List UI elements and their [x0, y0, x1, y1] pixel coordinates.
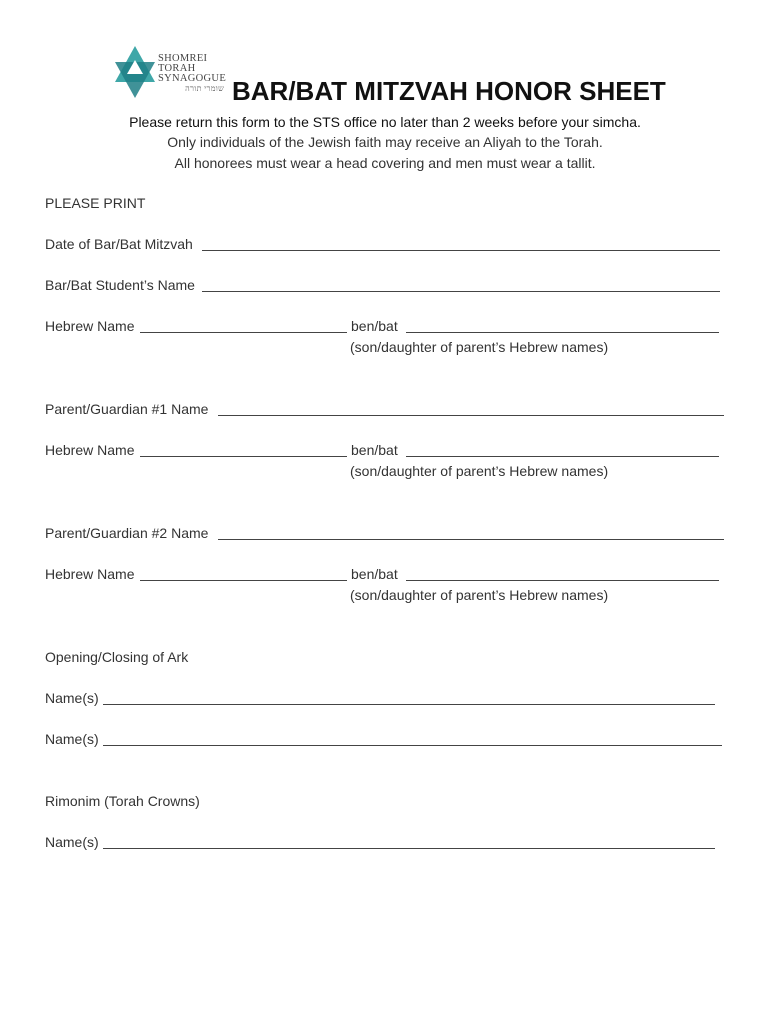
parent1-hebrew-name-field[interactable] — [140, 456, 347, 457]
ark-names-2-label: Name(s) — [45, 731, 99, 747]
parent2-ben-bat-hint: (son/daughter of parent’s Hebrew names) — [350, 587, 609, 603]
student-hebrew-name-field[interactable] — [140, 332, 347, 333]
student-ben-bat-label: ben/bat — [351, 318, 398, 334]
parent2-ben-bat-label: ben/bat — [351, 566, 398, 582]
student-ben-bat-field[interactable] — [406, 332, 719, 333]
head-covering-note: All honorees must wear a head covering and men must wear a tallit. — [174, 155, 596, 171]
parent1-ben-bat-field[interactable] — [406, 456, 719, 457]
parent2-name-label: Parent/Guardian #2 Name — [45, 525, 209, 541]
ark-section-heading: Opening/Closing of Ark — [45, 649, 189, 665]
logo-text — [158, 54, 226, 94]
ark-names-1-field[interactable] — [103, 704, 715, 705]
aliyah-note: Only individuals of the Jewish faith may receive an Aliyah to the Torah. — [167, 134, 603, 150]
rimonim-section-heading: Rimonim (Torah Crowns) — [45, 793, 200, 809]
ark-names-1-label: Name(s) — [45, 690, 99, 706]
student-name-label: Bar/Bat Student’s Name — [45, 277, 195, 293]
student-ben-bat-hint: (son/daughter of parent’s Hebrew names) — [350, 339, 609, 355]
parent1-ben-bat-label: ben/bat — [351, 442, 398, 458]
logo-line-2: TORAH — [158, 63, 196, 74]
return-instruction: Please return this form to the STS office no later than 2 weeks before your simcha. — [129, 114, 641, 130]
date-field[interactable] — [202, 250, 720, 251]
parent2-name-field[interactable] — [218, 539, 724, 540]
rimonim-names-field[interactable] — [103, 848, 715, 849]
logo-line-1: SHOMREI — [158, 53, 208, 64]
student-name-field[interactable] — [202, 291, 720, 292]
logo-line-3: SYNAGOGUE — [158, 73, 227, 84]
please-print-label: PLEASE PRINT — [45, 195, 146, 211]
parent2-hebrew-name-field[interactable] — [140, 580, 347, 581]
parent2-ben-bat-field[interactable] — [406, 580, 719, 581]
ark-names-2-field[interactable] — [103, 745, 722, 746]
logo-hebrew: שומרי תורה — [185, 84, 225, 93]
rimonim-names-label: Name(s) — [45, 834, 99, 850]
page-title: BAR/BAT MITZVAH HONOR SHEET — [232, 76, 666, 106]
parent1-ben-bat-hint: (son/daughter of parent’s Hebrew names) — [350, 463, 609, 479]
date-label: Date of Bar/Bat Mitzvah — [45, 236, 193, 252]
star-of-david-icon — [112, 44, 158, 100]
parent2-hebrew-name-label: Hebrew Name — [45, 566, 135, 582]
parent1-hebrew-name-label: Hebrew Name — [45, 442, 135, 458]
parent1-name-field[interactable] — [218, 415, 724, 416]
synagogue-logo — [112, 44, 232, 100]
parent1-name-label: Parent/Guardian #1 Name — [45, 401, 209, 417]
student-hebrew-name-label: Hebrew Name — [45, 318, 135, 334]
